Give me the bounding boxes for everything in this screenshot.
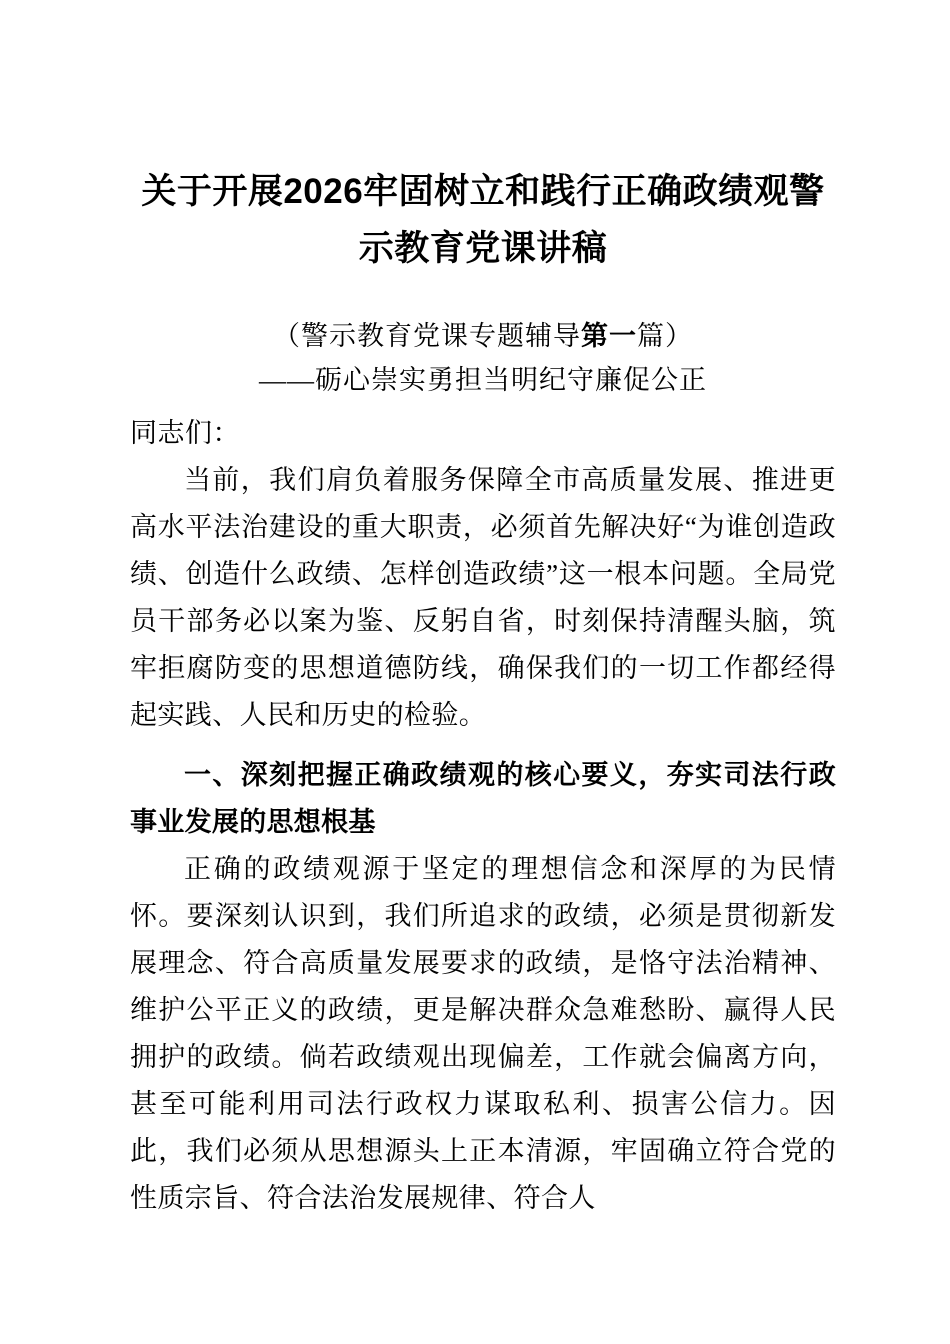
paragraph-section-one-body: 正确的政绩观源于坚定的理想信念和深厚的为民情怀。要深刻认识到，我们所追求的政绩，必须是贯彻新发展理念、符合高质量发展要求的政绩，是恪守法治精神、维护公平正义的政绩，更是解决群众急难愁盼、赢得人民拥护的政绩。倘若政绩观出现偏差，工作就会偏离方向，甚至可能利用司法行政权力谋取私利、损害公信力。因此，我们必须从思想源头上正本清源，牢固确立符合党的性质宗旨、符合法治发展规律、符合人 [130,854,836,1213]
subtitle-emphasis-text: 第一 [581,321,637,351]
document-salutation: 同志们： [130,418,240,448]
document-subtitle-primary [130,277,836,358]
section-heading-one: 一、深刻把握正确政绩观的核心要义，夯实司法行政事业发展的思想根基 [130,760,836,837]
subtitle-prefix-text: （警示教育党课专题辅导 [273,321,581,351]
paragraph-introduction: 当前，我们肩负着服务保障全市高质量发展、推进更高水平法治建设的重大职责，必须首先解决好“为谁创造政绩、创造什么政绩、怎样创造政绩”这一根本问题。全局党员干部务必以案为鉴、反躬自省，时刻保持清醒头脑，筑牢拒腐防变的思想道德防线，确保我们的一切工作都经得起实践、人民和历史的检验。 [130,465,836,730]
subtitle-suffix-text: 篇） [637,321,693,351]
document-subtitle-secondary: ——砺心崇实勇担当明纪守廉促公正 [259,365,707,395]
document-title: 关于开展2026牢固树立和践行正确政绩观警示教育党课讲稿 [141,172,825,268]
document-content [130,0,836,1222]
